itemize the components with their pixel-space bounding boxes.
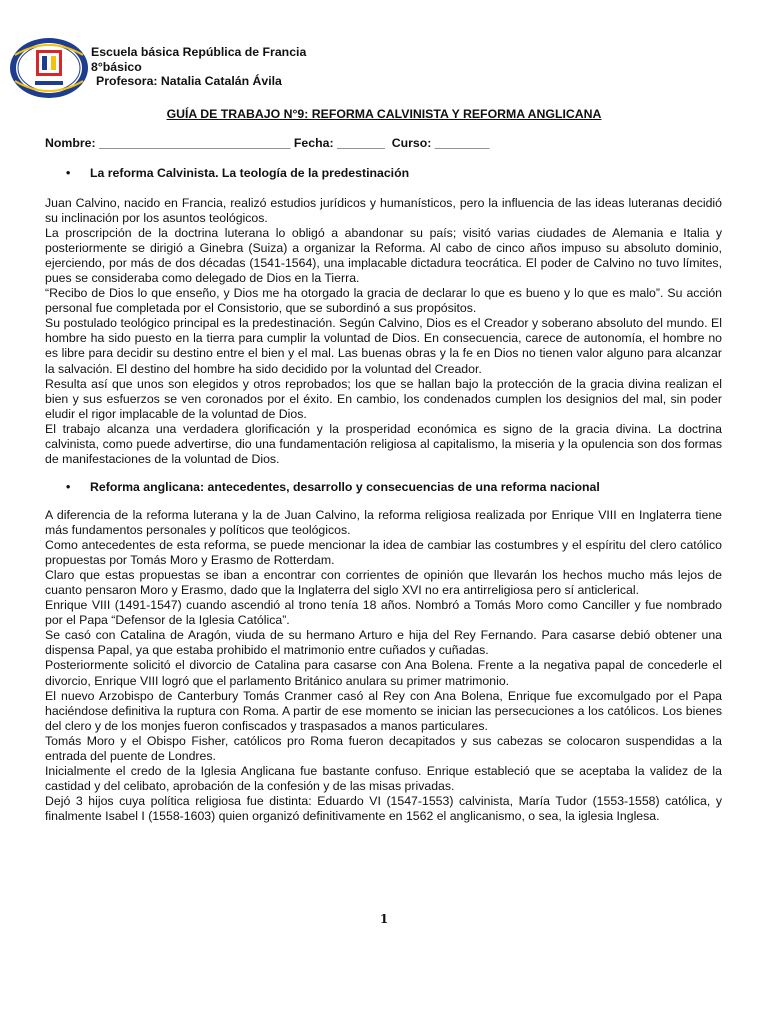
section-calvinist-body [45, 196, 722, 467]
paragraph: Dejó 3 hijos cuya política religiosa fue distinta: Eduardo VI (1547-1553) calvinista, María Tudor (1553-1558) católica, y finalmente Isabel I (1558-1603) quien organizó definitivamente en 1562 el anglicanismo, o sea, la iglesia Inglesa. [45, 793, 722, 823]
bullet-icon: • [66, 166, 71, 180]
grade-label: 8°básico [91, 59, 142, 74]
school-header [91, 45, 306, 89]
curso-field[interactable]: ________ [434, 136, 490, 150]
paragraph: Su postulado teológico principal es la predestinación. Según Calvino, Dios es el Creador y soberano absoluto del mundo. El hombre ha sido puesto en la tierra para cumplir la voluntad de Dios. En consecuencia, carece de autonomía, el hombre no es libre para decidir su destino entre el bien y el mal. Las buenas obras y la fe en Dios no tienen valor alguno para alcanzar la salvación. El destino del hombre ha sido decidido por la voluntad del Creador. [45, 316, 722, 376]
nombre-label: Nombre: [45, 136, 96, 150]
paragraph: Se casó con Catalina de Aragón, viuda de su hermano Arturo e hija del Rey Fernando. Para casarse debió obtener una dispensa Papal, ya que estaba prohibido el matrimonio entre cuñados y cuñadas. [45, 628, 722, 658]
school-name: Escuela básica República de Francia [91, 45, 307, 59]
paragraph: La proscripción de la doctrina luterana lo obligó a abandonar su país; visitó varias ciudades de Alemania e Italia y posteriormente se dirigió a Ginebra (Suiza) a organizar la Reforma. Al cabo de cinco años impuso su absoluto dominio, ejerciendo, por más de dos décadas (1541-1564), una implacable dictadura teocrática. El poder de Calvino no tuvo límites, pues se consideraba como delegado de Dios en la Tierra. [45, 226, 722, 286]
paragraph: El nuevo Arzobispo de Canterbury Tomás Cranmer casó al Rey con Ana Bolena, Enrique fue excomulgado por el Papa haciéndose definitiva la ruptura con Roma. A partir de ese momento se inician las persecuciones a los católicos. Los bienes del clero y de los monjes fueron confiscados y traspasados a manos particulares. [45, 688, 722, 733]
paragraph: Posteriormente solicitó el divorcio de Catalina para casarse con Ana Bolena. Frente a la negativa papal de concederle el divorcio, Enrique VIII logró que el parlamento Británico anulara su primer matrimonio. [45, 658, 722, 688]
fecha-field[interactable]: _______ [336, 136, 385, 150]
paragraph: El trabajo alcanza una verdadera glorificación y la prosperidad económica es signo de la gracia divina. La doctrina calvinista, como puede advertirse, dio una fundamentación religiosa al capitalismo, la miseria y la opulencia son dos formas de manifestaciones de la voluntad de Dios. [45, 421, 722, 466]
worksheet-title: GUÍA DE TRABAJO N°9: REFORMA CALVINISTA Y REFORMA ANGLICANA [166, 107, 602, 121]
paragraph: A diferencia de la reforma luterana y la de Juan Calvino, la reforma religiosa realizada por Enrique VIII en Inglaterra tiene más fundamentos personales y políticos que teológicos. [45, 508, 722, 538]
paragraph: Inicialmente el credo de la Iglesia Anglicana fue bastante confuso. Enrique estableció que se aceptaba la validez de la castidad y del celibato, aprobación de la confesión y de las misas privadas. [45, 763, 722, 793]
paragraph: Resulta así que unos son elegidos y otros reprobados; los que se hallan bajo la protección de la gracia divina realizan el bien y sus esfuerzos se ven coronados por el éxito. En cambio, los condenados cumplen los designios del mal, sin poder eludir el rigor implacable de la voluntad de Dios. [45, 376, 722, 421]
student-info-form [45, 136, 489, 150]
section-heading-anglican [66, 480, 600, 494]
paragraph: Como antecedentes de esta reforma, se puede mencionar la idea de cambiar las costumbres y el espíritu del clero católico propuestas por Tomás Moro y Erasmo de Rotterdam. [45, 538, 722, 568]
curso-label: Curso: [391, 136, 432, 150]
page-number: 1 [379, 912, 389, 926]
paragraph: Tomás Moro y el Obispo Fisher, católicos pro Roma fueron decapitados y sus cabezas se colocaron suspendidas a la entrada del puente de Londres. [45, 733, 722, 763]
teacher-name: Profesora: Natalia Catalán Ávila [96, 74, 282, 88]
school-crest-icon [9, 37, 89, 99]
section-heading-text: La reforma Calvinista. La teología de la predestinación [90, 166, 410, 180]
section-anglican-body [45, 508, 722, 824]
school-crest-logo [9, 37, 89, 99]
paragraph: Juan Calvino, nacido en Francia, realizó estudios jurídicos y humanísticos, pero la influencia de las ideas luteranas decidió su inclinación por los asuntos teológicos. [45, 196, 722, 226]
section-heading-calvinist [66, 166, 409, 180]
paragraph: Enrique VIII (1491-1547) cuando ascendió al trono tenía 18 años. Nombró a Tomás Moro como Canciller y fue nombrado por el Papa “Defensor de la Iglesia Católica”. [45, 598, 722, 628]
paragraph: “Recibo de Dios lo que enseño, y Dios me ha otorgado la gracia de declarar lo que es bueno y lo que es malo”. Su acción personal fue completada por el Consistorio, que se subordinó a sus propósitos. [45, 286, 722, 316]
paragraph: Claro que estas propuestas se iban a encontrar con corrientes de opinión que llevarán los hechos mucho más lejos de cuanto pensaron Moro y Erasmo, dado que la Inglaterra del siglo XVI no era antirreligiosa pero sí anticlerical. [45, 568, 722, 598]
fecha-label: Fecha: [293, 136, 334, 150]
section-heading-text: Reforma anglicana: antecedentes, desarrollo y consecuencias de una reforma nacional [90, 480, 600, 494]
bullet-icon: • [66, 480, 71, 494]
nombre-field[interactable]: ____________________________ [98, 136, 291, 150]
